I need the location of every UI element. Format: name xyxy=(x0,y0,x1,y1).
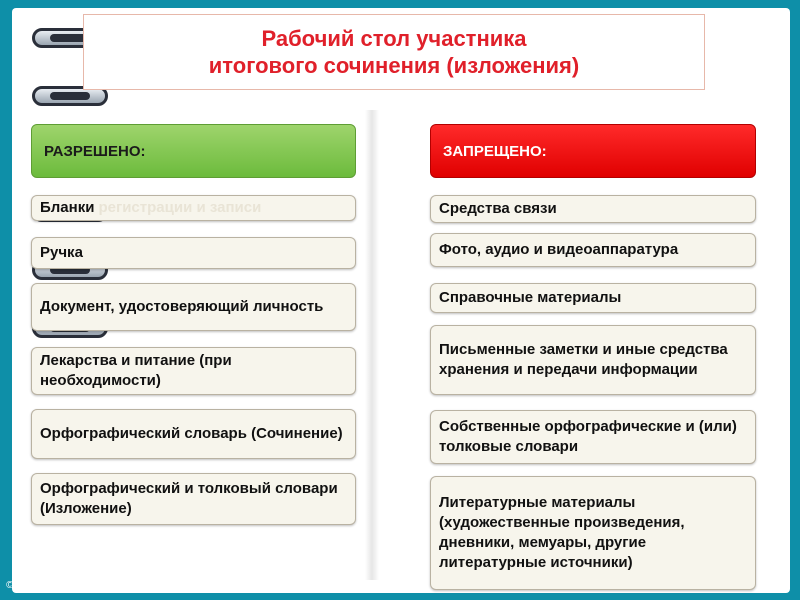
allowed-item-label: Орфографический и толковый словари (Изложение) xyxy=(40,480,338,517)
forbidden-item xyxy=(430,325,756,395)
allowed-item xyxy=(31,283,356,331)
allowed-item-label: Орфографический словарь (Сочинение) xyxy=(40,425,343,442)
slide-title xyxy=(83,14,705,90)
allowed-item xyxy=(31,473,356,525)
forbidden-item xyxy=(430,283,756,313)
forbidden-item-label: Средства связи xyxy=(439,200,557,217)
allowed-item-label: Лекарства и питание (при необходимости) xyxy=(40,352,232,389)
column-divider xyxy=(365,110,379,580)
forbidden-item xyxy=(430,410,756,464)
author-credit: © Фокина Лидия Петровна xyxy=(6,580,134,591)
allowed-header: РАЗРЕШЕНО: xyxy=(31,124,356,178)
forbidden-item xyxy=(430,233,756,267)
forbidden-header: ЗАПРЕЩЕНО: xyxy=(430,124,756,178)
forbidden-item-label: Собственные орфографические и (или) толковые словари xyxy=(439,418,737,455)
forbidden-item-label: Литературные материалы (художественные произведения, дневники, мемуары, другие литературные источники) xyxy=(439,494,685,571)
allowed-item-label: Ручка xyxy=(40,244,83,261)
allowed-item xyxy=(31,237,356,269)
forbidden-item xyxy=(430,195,756,223)
forbidden-item xyxy=(430,476,756,590)
allowed-item-label: Бланки xyxy=(40,199,95,216)
allowed-item xyxy=(31,347,356,395)
forbidden-item-label: Справочные материалы xyxy=(439,289,622,306)
forbidden-item-label: Письменные заметки и иные средства хранения и передачи информации xyxy=(439,341,728,378)
title-line-2: итогового сочинения (изложения) xyxy=(208,53,580,78)
forbidden-item-label: Фото, аудио и видеоаппаратура xyxy=(439,241,679,258)
allowed-item xyxy=(31,195,356,221)
allowed-item-ghost-text: регистрации и записи xyxy=(98,199,262,216)
allowed-item xyxy=(31,409,356,459)
title-line-1: Рабочий стол участника xyxy=(261,26,527,51)
allowed-item-label: Документ, удостоверяющий личность xyxy=(40,298,324,315)
